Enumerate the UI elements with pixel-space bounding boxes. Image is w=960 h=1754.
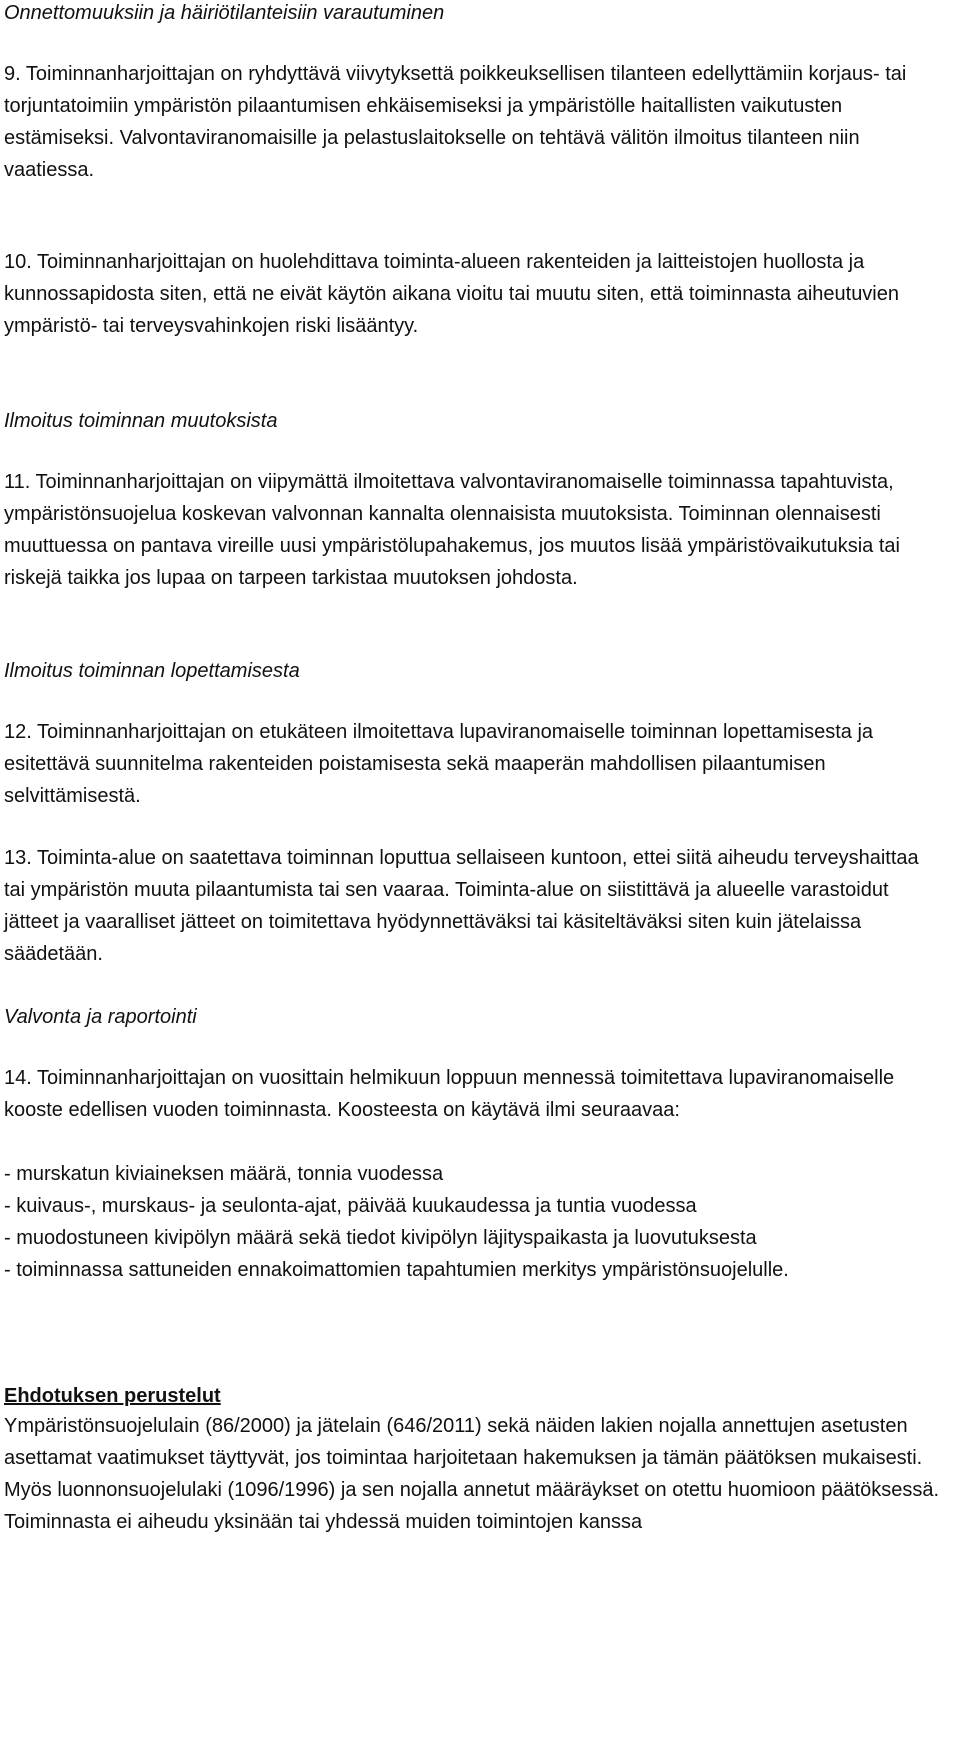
section-heading-monitoring: Valvonta ja raportointi <box>4 1006 197 1028</box>
paragraph-13: 13. Toiminta-alue on saatettava toiminnan loputtua sellaiseen kuntoon, ettei siitä aiheudu terveyshaittaa tai ympäristön muuta pilaantumista tai sen vaaraa. Toiminta-alue on siistittävä ja alueelle varastoidut jätteet ja vaaralliset jätteet on toimitettava hyödynnettäväksi tai käsiteltäväksi siten kuin jätelaissa säädetään. <box>4 847 919 965</box>
paragraph-justification: Ympäristönsuojelulain (86/2000) ja jätelain (646/2011) sekä näiden lakien nojalla annettujen asetusten asettamat vaatimukset täyttyvät, jos toimintaa harjoitetaan hakemuksen ja tämän päätöksen mukaisesti. Myös luonnonsuojelulaki (1096/1996) ja sen nojalla annetut määräykset on otettu huomioon päätöksessä. Toiminnasta ei aiheudu yksinään tai yhdessä muiden toimintojen kanssa <box>4 1415 940 1533</box>
report-contents-list <box>4 1158 944 1286</box>
paragraph-12: 12. Toiminnanharjoittajan on etukäteen ilmoitettava lupaviranomaiselle toiminnan lopettamisesta ja esitettävä suunnitelma rakenteiden poistamisesta sekä maaperän mahdollisen pilaantumisen selvittämisestä. <box>4 721 874 807</box>
paragraph-9: 9. Toiminnanharjoittajan on ryhdyttävä viivytyksettä poikkeuksellisen tilanteen edellyttämiin korjaus- tai torjuntatoimiin ympäristön pilaantumisen ehkäisemiseksi ja ympäristölle haitallisten vaikutusten estämiseksi. Valvontaviranomaisille ja pelastuslaitokselle on tehtävä välitön ilmoitus tilanteen niin vaatiessa. <box>4 63 907 181</box>
section-heading-preparedness: Onnettomuuksiin ja häiriötilanteisiin varautuminen <box>4 2 445 24</box>
list-item: - toiminnassa sattuneiden ennakoimattomien tapahtumien merkitys ympäristönsuojelulle. <box>4 1259 789 1281</box>
section-heading-changes: Ilmoitus toiminnan muutoksista <box>4 410 278 432</box>
paragraph-14: 14. Toiminnanharjoittajan on vuosittain helmikuun loppuun mennessä toimitettava lupaviranomaiselle kooste edellisen vuoden toiminnasta. Koosteesta on käytävä ilmi seuraavaa: <box>4 1067 895 1121</box>
list-item: - muodostuneen kivipölyn määrä sekä tiedot kivipölyn läjityspaikasta ja luovutuksesta <box>4 1227 757 1249</box>
section-heading-termination: Ilmoitus toiminnan lopettamisesta <box>4 660 300 682</box>
paragraph-10: 10. Toiminnanharjoittajan on huolehdittava toiminta-alueen rakenteiden ja laitteistojen huollosta ja kunnossapidosta siten, että ne eivät käytön aikana vioitu tai muutu siten, että toiminnasta aiheutuvien ympäristö- tai terveysvahinkojen riski lisääntyy. <box>4 251 899 337</box>
paragraph-11: 11. Toiminnanharjoittajan on viipymättä ilmoitettava valvontaviranomaiselle toiminnassa tapahtuvista, ympäristönsuojelua koskevan valvonnan kannalta olennaisista muutoksista. Toiminnan olennaisesti muuttuessa on pantava vireille uusi ympäristölupahakemus, jos muutos lisää ympäristövaikutuksia tai riskejä taikka jos lupaa on tarpeen tarkistaa muutoksen johdosta. <box>4 471 900 589</box>
list-item: - kuivaus-, murskaus- ja seulonta-ajat, päivää kuukaudessa ja tuntia vuodessa <box>4 1195 697 1217</box>
list-item: - murskatun kiviaineksen määrä, tonnia vuodessa <box>4 1163 444 1185</box>
section-heading-justification: Ehdotuksen perustelut <box>4 1385 221 1407</box>
